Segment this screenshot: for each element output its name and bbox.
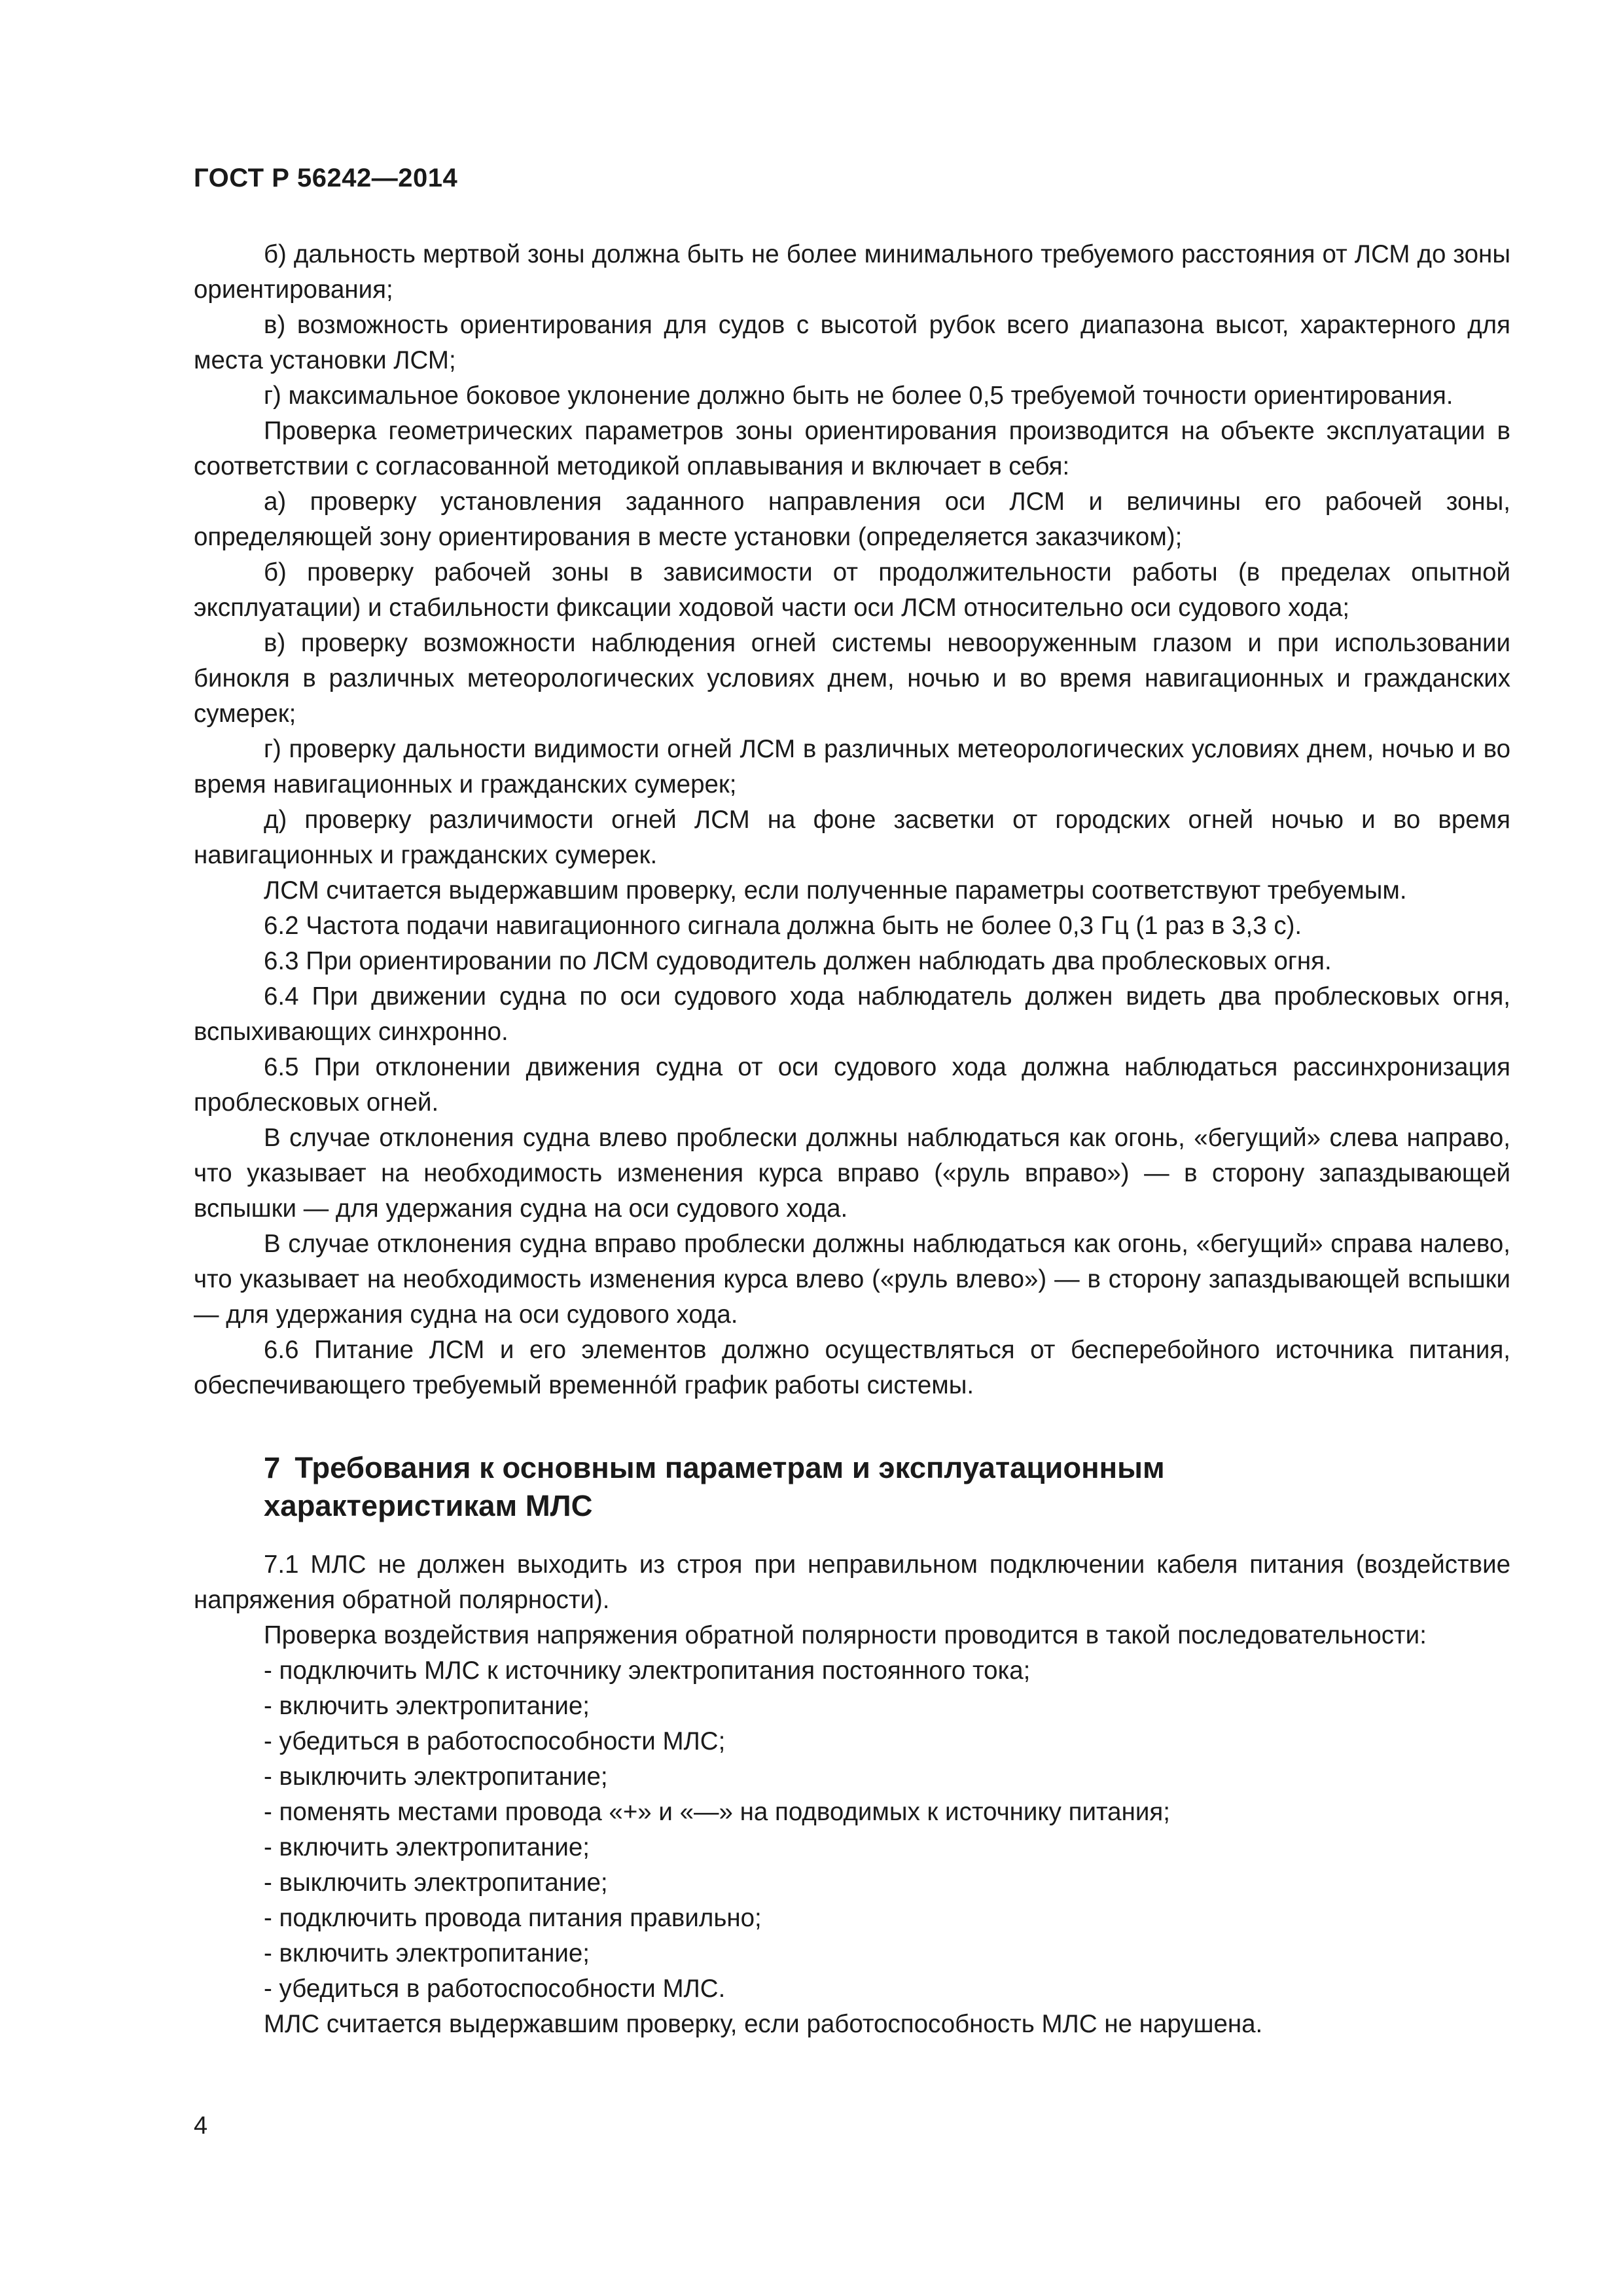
- list-item: - подключить МЛС к источнику электропитания постоянного тока;: [264, 1657, 1031, 1685]
- clause-6-4: 6.4 При движении судна по оси судового хода наблюдатель должен видеть два проблесковых огня, вспыхивающих синхронно.: [194, 982, 1510, 1046]
- list-item: - включить электропитание;: [264, 1939, 590, 1967]
- paragraph: б) дальность мертвой зоны должна быть не более минимального требуемого расстояния от ЛСМ до зоны ориентирования;: [194, 240, 1510, 304]
- paragraph: ЛСМ считается выдержавшим проверку, если полученные параметры соответствуют требуемым.: [264, 876, 1407, 905]
- paragraph: д) проверку различимости огней ЛСМ на фоне засветки от городских огней ночью и во время навигационных и гражданских сумерек.: [194, 806, 1510, 869]
- paragraph: а) проверку установления заданного направления оси ЛСМ и величины его рабочей зоны, определяющей зону ориентирования в месте установки (определяется заказчиком);: [194, 488, 1510, 551]
- list-item: - выключить электропитание;: [264, 1869, 608, 1897]
- clause-6-6: 6.6 Питание ЛСМ и его элементов должно осуществляться от бесперебойного источника питания, обеспечивающего требуемый временно́й график работы системы.: [194, 1336, 1510, 1399]
- paragraph: Проверка геометрических параметров зоны ориентирования производится на объекте эксплуатации в соответствии с согласованной методикой оплавывания и включает в себя:: [194, 417, 1510, 480]
- paragraph: в) проверку возможности наблюдения огней системы невооруженным глазом и при использовании бинокля в различных метеорологических условиях днем, ночью и во время навигационных и гражданских сумерек;: [194, 629, 1510, 728]
- list-item: - подключить провода питания правильно;: [264, 1904, 762, 1932]
- list-item: - убедиться в работоспособности МЛС;: [264, 1727, 726, 1755]
- section-heading: [264, 1449, 1510, 1525]
- paragraph: В случае отклонения судна вправо проблески должны наблюдаться как огонь, «бегущий» справа налево, что указывает на необходимость изменения курса влево («руль влево») — в сторону запаздывающей вспышки — для удержания судна на оси судового хода.: [194, 1230, 1510, 1329]
- list-item: - включить электропитание;: [264, 1692, 590, 1720]
- clause-6-3: 6.3 При ориентировании по ЛСМ судоводитель должен наблюдать два проблесковых огня.: [264, 947, 1332, 975]
- closing-paragraph: МЛС считается выдержавшим проверку, если работоспособность МЛС не нарушена.: [264, 2010, 1263, 2038]
- procedure-steps-list: [194, 1653, 1510, 2007]
- paragraph: г) проверку дальности видимости огней ЛСМ в различных метеорологических условиях днем, ночью и во время навигационных и гражданских сумерек;: [194, 735, 1510, 798]
- paragraph: в) возможность ориентирования для судов с высотой рубок всего диапазона высот, характерного для места установки ЛСМ;: [194, 311, 1510, 374]
- paragraph: Проверка воздействия напряжения обратной полярности проводится в такой последовательности:: [264, 1621, 1427, 1649]
- paragraph: В случае отклонения судна влево проблески должны наблюдаться как огонь, «бегущий» слева направо, что указывает на необходимость изменения курса вправо («руль вправо») — в сторону запаздывающей вспышки — для удержания судна на оси судового хода.: [194, 1124, 1510, 1223]
- document-header-id: ГОСТ Р 56242—2014: [194, 164, 458, 192]
- section-heading-line-1: [264, 1449, 1510, 1487]
- page-number: 4: [194, 2112, 208, 2140]
- section-title-part-1: Требования к основным параметрам и эксплуатационным: [294, 1451, 1165, 1484]
- paragraph: г) максимальное боковое уклонение должно быть не более 0,5 требуемой точности ориентирования.: [264, 382, 1454, 410]
- paragraph: б) проверку рабочей зоны в зависимости от продолжительности работы (в пределах опытной эксплуатации) и стабильности фиксации ходовой части оси ЛСМ относительно оси судового хода;: [194, 558, 1510, 622]
- section-number: 7: [264, 1451, 281, 1484]
- list-item: - включить электропитание;: [264, 1833, 590, 1861]
- clause-6-5: 6.5 При отклонении движения судна от оси судового хода должна наблюдаться рассинхронизация проблесковых огней.: [194, 1053, 1510, 1117]
- document-body: [194, 237, 1510, 2042]
- section-title-part-2: характеристикам МЛС: [264, 1489, 593, 1522]
- list-item: - выключить электропитание;: [264, 1763, 608, 1791]
- list-item: - поменять местами провода «+» и «—» на подводимых к источнику питания;: [264, 1798, 1170, 1826]
- list-item: - убедиться в работоспособности МЛС.: [264, 1975, 726, 2003]
- clause-7-1: 7.1 МЛС не должен выходить из строя при неправильном подключении кабеля питания (воздействие напряжения обратной полярности).: [194, 1551, 1510, 1614]
- clause-6-2: 6.2 Частота подачи навигационного сигнала должна быть не более 0,3 Гц (1 раз в 3,3 с).: [264, 912, 1302, 940]
